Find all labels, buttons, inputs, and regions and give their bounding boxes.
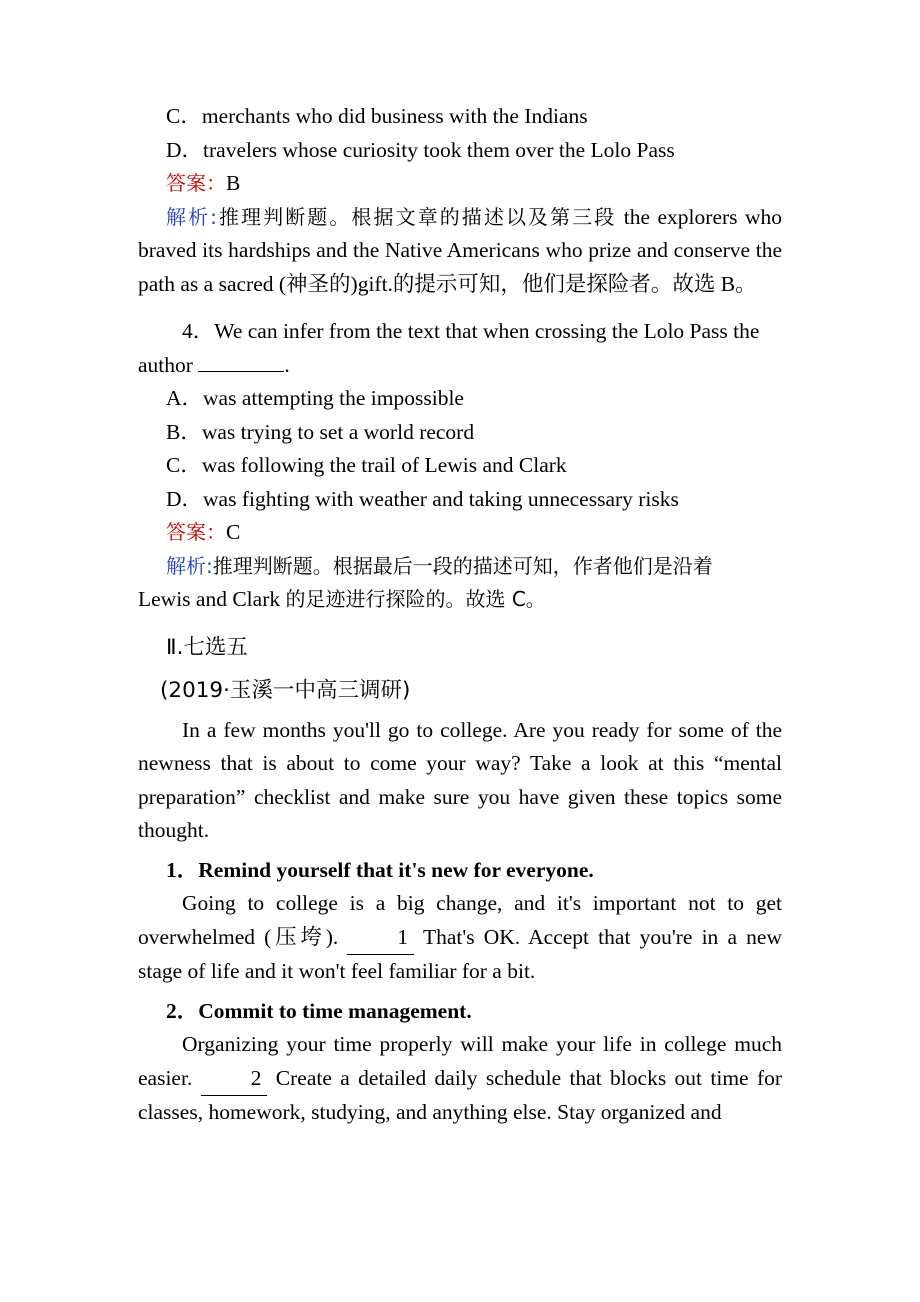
checklist-item-1-heading: 1．Remind yourself that it's new for everyone. xyxy=(166,857,594,882)
source-line: (2019·玉溪一中高三调研) xyxy=(160,678,411,703)
checklist-item-2-text xyxy=(138,1028,782,1130)
checklist-item-2-heading: 2．Commit to time management. xyxy=(166,998,472,1023)
question-4-period: . xyxy=(284,352,290,377)
answer-line xyxy=(138,516,782,550)
checklist-item-1-text xyxy=(138,887,782,989)
answer-label: 答案： xyxy=(166,171,226,195)
answer-value: C xyxy=(226,520,241,544)
answer-blank[interactable] xyxy=(198,371,284,372)
analysis-text-line1: 推理判断题。根据最后一段的描述可知，作者他们是沿着 xyxy=(212,553,713,578)
question-3-block xyxy=(138,100,782,301)
analysis-paragraph xyxy=(138,201,782,302)
item1-text-after-gap: That's OK. Accept that you're in a new stage of life and it won't feel familiar for a bit. xyxy=(138,924,782,983)
item2-text-before-gap: Organizing your time properly will make your life in college much easier. xyxy=(138,1032,782,1090)
analysis-text-part1: 推理判断题。根据文章的描述以及第三段 xyxy=(216,204,617,229)
gap-blank-2[interactable]: 2 xyxy=(201,1062,268,1097)
answer-line xyxy=(138,167,782,201)
analysis-paragraph-cont xyxy=(138,583,782,617)
option-d: D．travelers whose curiosity took them over the Lolo Pass xyxy=(166,137,675,162)
question-4-stem-line1: 4．We can infer from the text that when crossing the Lolo Pass the xyxy=(182,319,760,343)
analysis-text-part2: the explorers who braved its hardships and the Native Americans who prize and conserve the path as a sacred (神圣的)gift.的提示可知，他们是探险者。故选 B。 xyxy=(138,204,782,296)
question-4-author-word: author xyxy=(138,352,193,377)
option-b: B．was trying to set a world record xyxy=(166,419,475,444)
section-heading: Ⅱ.七选五 xyxy=(166,634,248,660)
item1-text-before-gap: Going to college is a big change, and it's important not to get overwhelmed (压垮). xyxy=(138,891,782,949)
analysis-paragraph xyxy=(138,550,782,584)
option-c: C．was following the trail of Lewis and Clark xyxy=(166,453,567,477)
option-c: C．merchants who did business with the Indians xyxy=(166,104,588,128)
question-4-block xyxy=(138,315,782,617)
analysis-label: 解析: xyxy=(166,553,213,578)
answer-value: B xyxy=(226,171,241,195)
gap-blank-1[interactable]: 1 xyxy=(347,921,414,956)
question-4-stem xyxy=(138,315,782,349)
intro-paragraph: In a few months you'll go to college. Are you ready for some of the newness that is about to come your way? Take a look at this “mental preparation” checklist and make sure you have given these topics some thought. xyxy=(138,717,782,842)
option-d: D．was fighting with weather and taking unnecessary risks xyxy=(166,486,679,511)
analysis-label: 解析: xyxy=(166,204,217,229)
analysis-text-line2-english: Lewis and Clark xyxy=(138,587,281,611)
question-4-stem-cont xyxy=(138,349,782,383)
option-a: A．was attempting the impossible xyxy=(166,386,464,410)
analysis-text-line2-chinese: 的足迹进行探险的。故选 C。 xyxy=(285,587,546,611)
item2-text-after-gap: Create a detailed daily schedule that blocks out time for classes, homework, studying, and anything else. Stay organized and xyxy=(138,1065,783,1124)
answer-label: 答案： xyxy=(166,520,226,544)
